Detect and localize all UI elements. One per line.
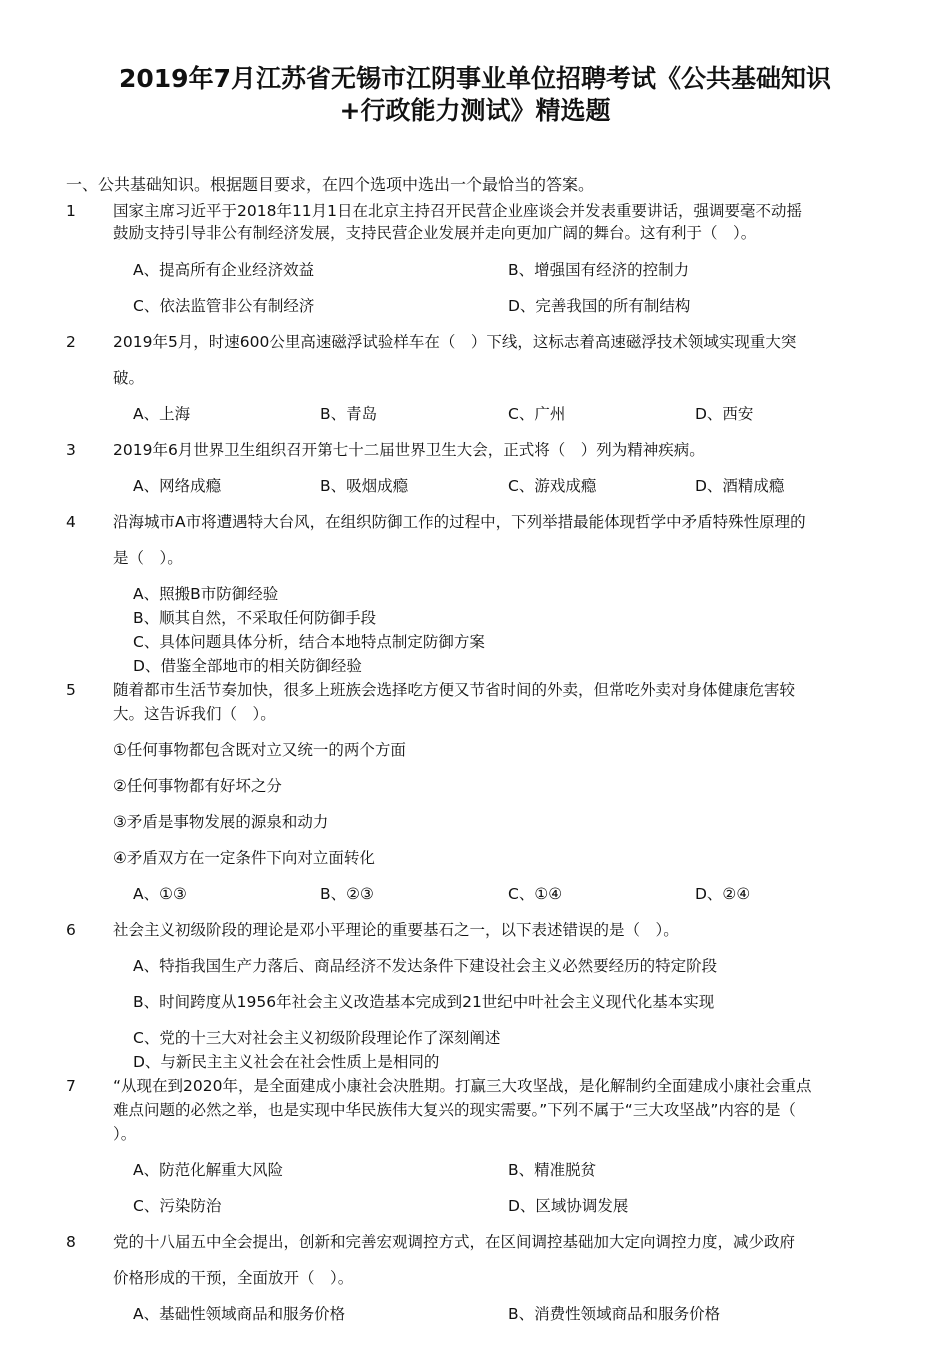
option-a: A、上海 (133, 405, 191, 423)
option-c: C、游戏成瘾 (508, 477, 597, 495)
option-a: A、①③ (133, 885, 187, 903)
question-number: 6 (66, 921, 76, 939)
question-number: 1 (66, 202, 76, 220)
section-heading: 一、公共基础知识。根据题目要求，在四个选项中选出一个最恰当的答案。 (66, 175, 595, 194)
option-d: D、完善我国的所有制结构 (508, 297, 691, 315)
option-c: C、党的十三大对社会主义初级阶段理论作了深刻阐述 (133, 1029, 501, 1047)
option-a: A、基础性领域商品和服务价格 (133, 1305, 346, 1323)
question-text-line: 鼓励支持引导非公有制经济发展，支持民营企业发展并走向更加广阔的舞台。这有利于（ ）。 (113, 224, 757, 242)
option-b: B、精准脱贫 (508, 1161, 597, 1179)
question-text-line: 破。 (113, 369, 145, 387)
question-text-line: 是（ ）。 (113, 549, 183, 567)
option-b: B、②③ (320, 885, 374, 903)
option-a: A、网络成瘾 (133, 477, 222, 495)
option-b: B、吸烟成瘾 (320, 477, 409, 495)
statement-4: ④矛盾双方在一定条件下向对立面转化 (113, 849, 375, 867)
option-d: D、区域协调发展 (508, 1197, 629, 1215)
option-c: C、①④ (508, 885, 563, 903)
question-number: 5 (66, 681, 76, 699)
option-b: B、增强国有经济的控制力 (508, 261, 690, 279)
option-a: A、特指我国生产力落后、商品经济不发达条件下建设社会主义必然要经历的特定阶段 (133, 957, 718, 975)
statement-1: ①任何事物都包含既对立又统一的两个方面 (113, 741, 406, 759)
option-c: C、污染防治 (133, 1197, 222, 1215)
option-d: D、借鉴全部地市的相关防御经验 (133, 657, 362, 675)
option-a: A、防范化解重大风险 (133, 1161, 284, 1179)
question-text-line: 2019年6月世界卫生组织召开第七十二届世界卫生大会，正式将（ ）列为精神疾病。 (113, 441, 705, 459)
option-c: C、广州 (508, 405, 566, 423)
question-number: 3 (66, 441, 76, 459)
question-text-line: 社会主义初级阶段的理论是邓小平理论的重要基石之一，以下表述错误的是（ ）。 (113, 921, 679, 939)
option-b: B、顺其自然，不采取任何防御手段 (133, 609, 377, 627)
question-number: 2 (66, 333, 76, 351)
option-b: B、消费性领域商品和服务价格 (508, 1305, 721, 1323)
question-number: 4 (66, 513, 76, 531)
question-text-line: 2019年5月，时速600公里高速磁浮试验样车在（ ）下线，这标志着高速磁浮技术领域实现重大突 (113, 333, 797, 351)
question-text-line: 党的十八届五中全会提出，创新和完善宏观调控方式，在区间调控基础加大定向调控力度，减少政府 (113, 1233, 796, 1251)
doc-title-line-1: 2019年7月江苏省无锡市江阴事业单位招聘考试《公共基础知识 (119, 64, 831, 93)
question-text-line: 难点问题的必然之举，也是实现中华民族伟大复兴的现实需要。”下列不属于“三大攻坚战”内容的是（ (113, 1101, 796, 1119)
option-a: A、照搬B市防御经验 (133, 585, 279, 603)
question-text-line: 大。这告诉我们（ ）。 (113, 705, 276, 723)
question-text-line: 沿海城市A市将遭遇特大台风，在组织防御工作的过程中，下列举措最能体现哲学中矛盾特殊性原理的 (113, 513, 806, 531)
statement-3: ③矛盾是事物发展的源泉和动力 (113, 813, 329, 831)
option-b: B、青岛 (320, 405, 378, 423)
option-c: C、依法监管非公有制经济 (133, 297, 315, 315)
option-d: D、与新民主主义社会在社会性质上是相同的 (133, 1053, 440, 1071)
question-text-line: ）。 (113, 1125, 137, 1143)
question-number: 8 (66, 1233, 76, 1251)
option-b: B、时间跨度从1956年社会主义改造基本完成到21世纪中叶社会主义现代化基本实现 (133, 993, 715, 1011)
statement-2: ②任何事物都有好坏之分 (113, 777, 282, 795)
question-number: 7 (66, 1077, 76, 1095)
option-c: C、具体问题具体分析，结合本地特点制定防御方案 (133, 633, 485, 651)
question-text-line: 价格形成的干预，全面放开（ ）。 (113, 1269, 354, 1287)
question-text-line: 随着都市生活节奏加快，很多上班族会选择吃方便又节省时间的外卖，但常吃外卖对身体健康危害较 (113, 681, 796, 699)
question-text-line: “从现在到2020年，是全面建成小康社会决胜期。打赢三大攻坚战，是化解制约全面建成小康社会重点 (113, 1077, 812, 1095)
question-text-line: 国家主席习近平于2018年11月1日在北京主持召开民营企业座谈会并发表重要讲话，强调要毫不动摇 (113, 202, 803, 220)
doc-title-line-2: +行政能力测试》精选题 (339, 96, 611, 125)
option-d: D、酒精成瘾 (695, 477, 785, 495)
option-a: A、提高所有企业经济效益 (133, 261, 315, 279)
option-d: D、②④ (695, 885, 751, 903)
option-d: D、西安 (695, 405, 754, 423)
